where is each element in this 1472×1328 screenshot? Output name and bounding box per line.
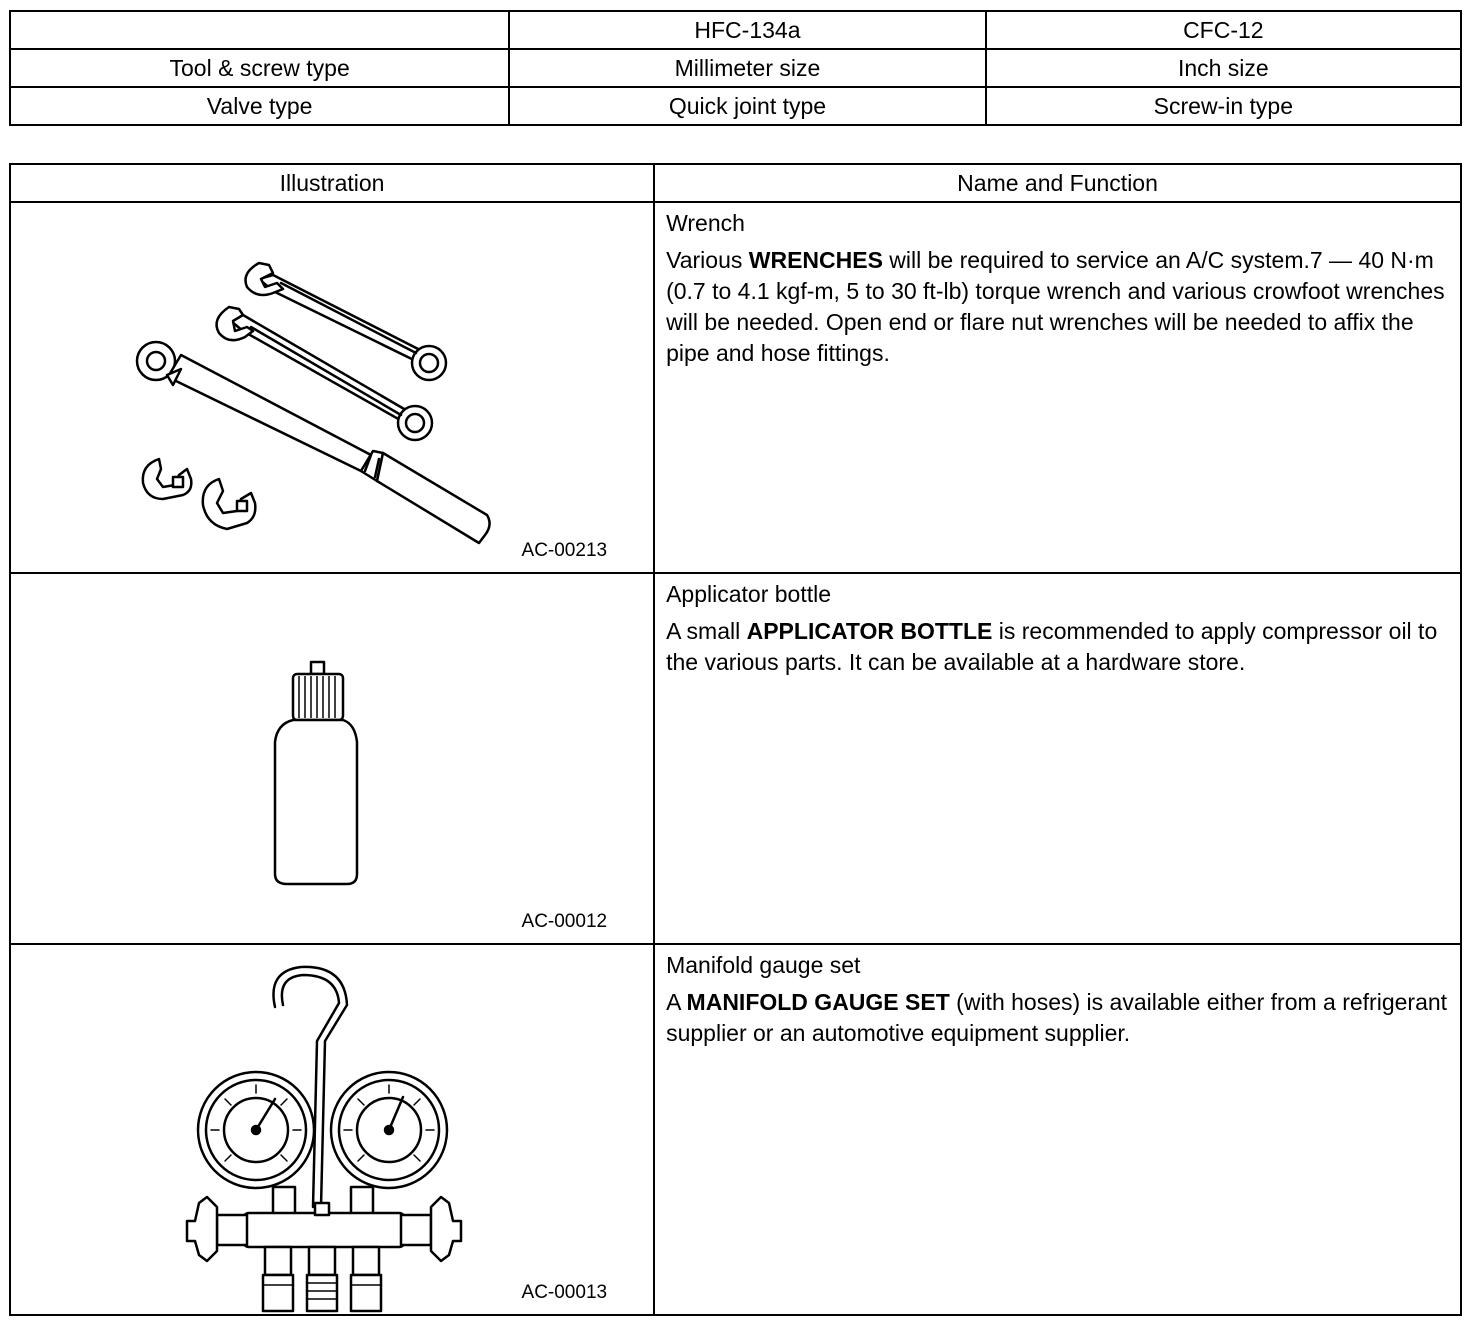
comparison-cell: Screw-in type: [986, 87, 1461, 125]
manifold-gauge-set-illustration: [11, 945, 654, 1314]
tool-description: [666, 987, 1448, 1049]
figure-code: AC-00012: [521, 911, 608, 932]
figure-code: AC-00013: [521, 1282, 608, 1303]
tool-row-manifold-gauge-set: [10, 944, 1461, 1315]
desc-text: A small: [666, 618, 747, 644]
description-cell: [654, 573, 1461, 944]
desc-text: (with hoses) is available either from a refrigerant supplier or an automotive equipment supplier.: [666, 989, 1448, 1046]
comparison-cell: Tool & screw type: [10, 49, 509, 87]
comparison-header-cfc12: CFC-12: [986, 11, 1461, 49]
comparison-row-valve-type: [10, 87, 1461, 125]
wrench-set-illustration: [11, 203, 654, 572]
comparison-header-hfc134a: HFC-134a: [509, 11, 985, 49]
illustration-cell: [10, 202, 654, 573]
service-tools-table: [9, 163, 1462, 1316]
desc-text: is recommended to apply compressor oil to the various parts. It can be available at a hardware store.: [666, 618, 1438, 675]
tool-name: Manifold gauge set: [666, 952, 861, 978]
illustration-cell: [10, 944, 654, 1315]
comparison-cell: Valve type: [10, 87, 509, 125]
desc-text: Various: [666, 247, 749, 273]
tool-row-wrench: [10, 202, 1461, 573]
tool-name: Wrench: [666, 210, 745, 236]
refrigerant-comparison-table: [9, 10, 1462, 126]
desc-emphasis: MANIFOLD GAUGE SET: [686, 989, 950, 1015]
desc-text: will be required to service an A/C system.7 — 40 N·m (0.7 to 4.1 kgf-m, 5 to 30 ft-lb) torque wrench and various crowfoot wrenches will be needed. Open end or flare nut wrenches will be needed to affix the pipe and hose fittings.: [666, 247, 1445, 366]
figure-code: AC-00213: [521, 540, 608, 561]
comparison-header-row: [10, 11, 1461, 49]
tools-header-name-function: Name and Function: [654, 164, 1461, 202]
tool-name: Applicator bottle: [666, 581, 832, 607]
applicator-bottle-illustration: [11, 574, 654, 943]
tool-description: [666, 245, 1448, 369]
comparison-header-blank: [10, 11, 509, 49]
desc-emphasis: APPLICATOR BOTTLE: [746, 618, 993, 644]
comparison-cell: Quick joint type: [509, 87, 985, 125]
tools-header-illustration: Illustration: [10, 164, 654, 202]
tools-header-row: [10, 164, 1461, 202]
tool-description: [666, 616, 1448, 678]
desc-emphasis: WRENCHES: [748, 247, 883, 273]
comparison-row-tool-screw: [10, 49, 1461, 87]
tool-row-applicator-bottle: [10, 573, 1461, 944]
comparison-cell: Millimeter size: [509, 49, 985, 87]
description-cell: [654, 944, 1461, 1315]
desc-text: A: [666, 989, 687, 1015]
comparison-cell: Inch size: [986, 49, 1461, 87]
illustration-cell: [10, 573, 654, 944]
description-cell: [654, 202, 1461, 573]
